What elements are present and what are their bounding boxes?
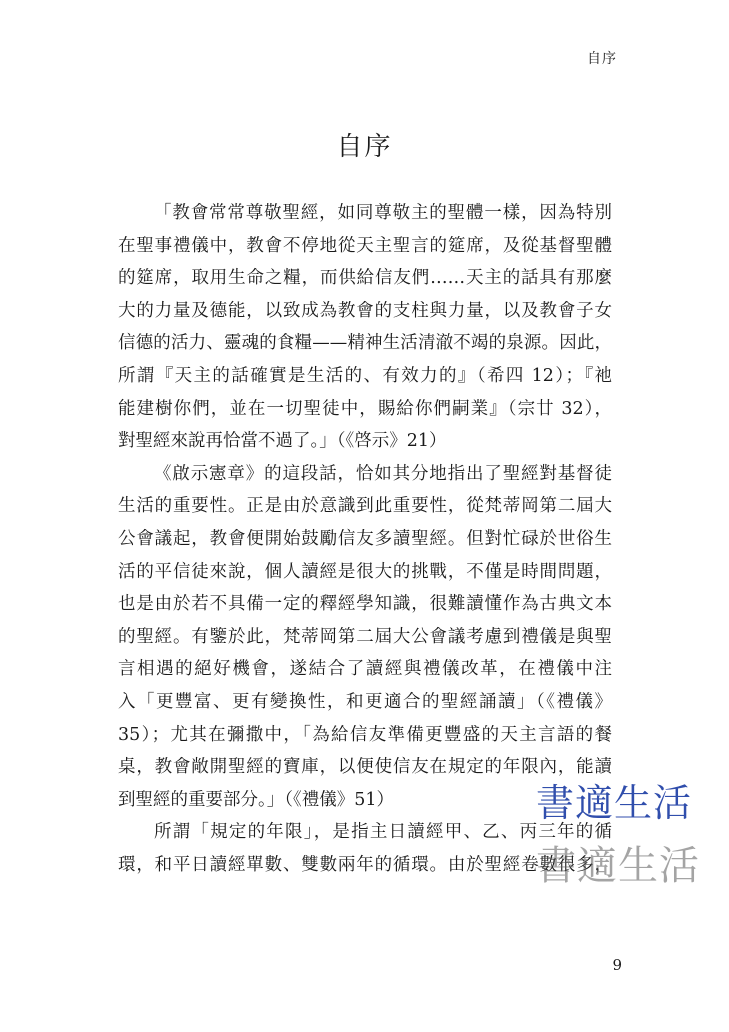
- watermark-blue: 書適生活: [536, 781, 693, 825]
- paragraph-2-line: 35）；尤其在彌撒中，「為給信友準備更豐盛的天主言語的餐: [118, 724, 612, 745]
- paragraph-1-line: 大的力量及德能，以致成為教會的支柱與力量，以及教會子女: [118, 300, 612, 321]
- paragraph-2-line: 入「更豐富、更有變換性，和更適合的聖經誦讀」（《禮儀》: [118, 691, 612, 712]
- paragraph-1-line: 的筵席，取用生命之糧，而供給信友們……天主的話具有那麼: [118, 268, 612, 289]
- paragraph-1-line: 對聖經來說再恰當不過了。」（《啓示》21）: [118, 431, 447, 452]
- paragraph-2-line: 生活的重要性。正是由於意識到此重要性，從梵蒂岡第二屆大: [118, 496, 612, 517]
- paragraph-1-line: 信德的活力、靈魂的食糧——精神生活清澈不竭的泉源。因此，: [118, 333, 612, 354]
- page-number: 9: [612, 956, 622, 974]
- paragraph-3-line: 所謂「規定的年限」，是指主日讀經甲、乙、丙三年的循: [154, 822, 612, 843]
- paragraph-2-line: 到聖經的重要部分。」（《禮儀》51）: [118, 789, 395, 810]
- paragraph-2-line: 的聖經。有鑒於此，梵蒂岡第二屆大公會議考慮到禮儀是與聖: [118, 626, 612, 647]
- paragraph-2-line: 活的平信徒來說，個人讀經是很大的挑戰，不僅是時間問題，: [118, 561, 612, 582]
- running-header: 自序: [587, 51, 617, 67]
- paragraph-2-line: 桌，教會敞開聖經的寶庫，以便使信友在規定的年限內，能讀: [118, 757, 612, 778]
- paragraph-1-line: 能建樹你們，並在一切聖徒中，賜給你們嗣業』（宗廿 32），: [118, 398, 612, 419]
- watermark-gray: 書適生活: [536, 843, 700, 889]
- paragraph-2-line: 言相遇的絕好機會，遂結合了讀經與禮儀改革，在禮儀中注: [118, 659, 612, 680]
- paragraph-3-line: 環，和平日讀經單數、雙數兩年的循環。由於聖經卷數很多，: [118, 854, 612, 875]
- page-title: 自序: [336, 132, 393, 162]
- paragraph-1-line: 在聖事禮儀中，教會不停地從天主聖言的筵席，及從基督聖體: [118, 235, 612, 256]
- paragraph-2-line: 《啟示憲章》的這段話，恰如其分地指出了聖經對基督徒: [154, 463, 612, 484]
- paragraph-1-line: 「教會常常尊敬聖經，如同尊敬主的聖體一樣，因為特別: [154, 203, 612, 223]
- paragraph-2-line: 也是由於若不具備一定的釋經學知識，很難讀懂作為古典文本: [118, 594, 612, 615]
- paragraph-2-line: 公會議起，教會便開始鼓勵信友多讀聖經。但對忙碌於世俗生: [118, 528, 612, 549]
- paragraph-1-line: 所謂『天主的話確實是生活的、有效力的』（希四 12）；『祂: [118, 365, 612, 386]
